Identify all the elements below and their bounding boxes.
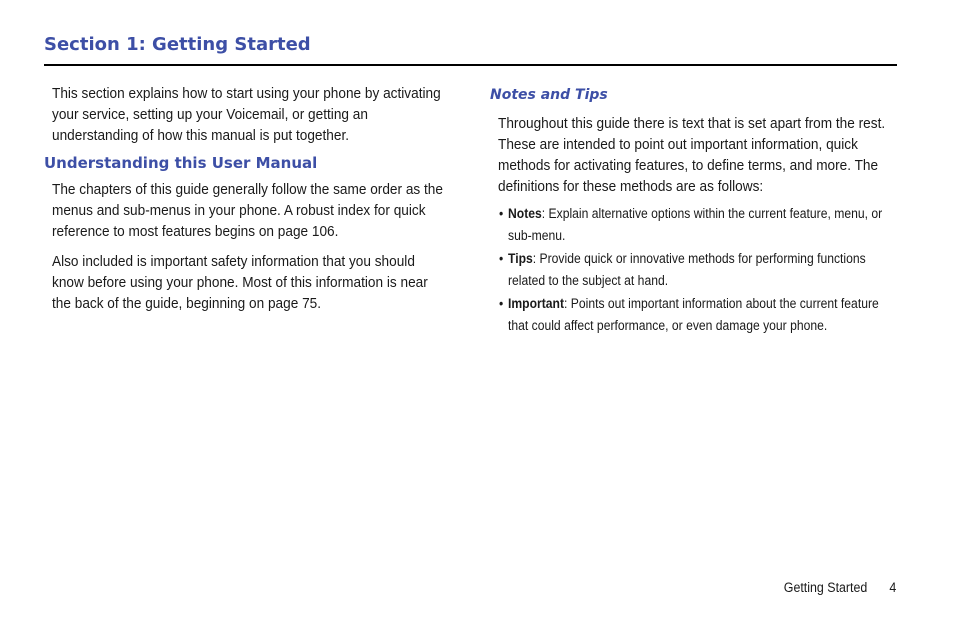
understanding-heading: Understanding this User Manual — [44, 154, 318, 172]
definitions-list — [499, 203, 900, 336]
bullet-term: Tips — [508, 251, 533, 266]
safety-paragraph: Also included is important safety information that you should know before using your phone. Most of this information is near the back of the guide, beginning on page 75. — [52, 254, 428, 312]
bullet-text: : Points out important information about the current feature that could affect performance, or even damage your phone. — [508, 296, 879, 333]
intro-paragraph: This section explains how to start using your phone by activating your service, setting up your Voicemail, or getting an understanding of how this manual is put together. — [52, 86, 441, 144]
list-item — [499, 293, 895, 336]
footer-section-label: Getting Started — [783, 580, 868, 595]
notes-intro-paragraph: Throughout this guide there is text that is set apart from the rest. These are intended to point out important information, quick methods for activating features, to define terms, and more. The definitions for these methods are as follows: — [498, 116, 886, 195]
bullet-icon: • — [499, 296, 504, 311]
page-number: 4 — [889, 580, 896, 595]
bullet-icon: • — [499, 251, 504, 266]
bullet-text: : Explain alternative options within the current feature, menu, or sub-menu. — [508, 206, 883, 243]
chapters-paragraph: The chapters of this guide generally follow the same order as the menus and sub-menus in your phone. A robust index for quick reference to most features begins on page 106. — [52, 182, 443, 240]
notes-tips-heading: Notes and Tips — [490, 87, 608, 103]
list-item — [499, 248, 895, 291]
bullet-term: Important — [508, 296, 565, 311]
title-rule — [44, 64, 897, 66]
bullet-icon: • — [499, 206, 504, 221]
left-column — [44, 84, 464, 320]
page-footer — [783, 578, 896, 598]
list-item — [499, 203, 895, 246]
bullet-term: Notes — [508, 206, 542, 221]
section-title: Section 1: Getting Started — [44, 34, 311, 55]
bullet-text: : Provide quick or innovative methods for performing functions related to the subject at hand. — [508, 251, 866, 288]
right-column — [490, 84, 900, 338]
